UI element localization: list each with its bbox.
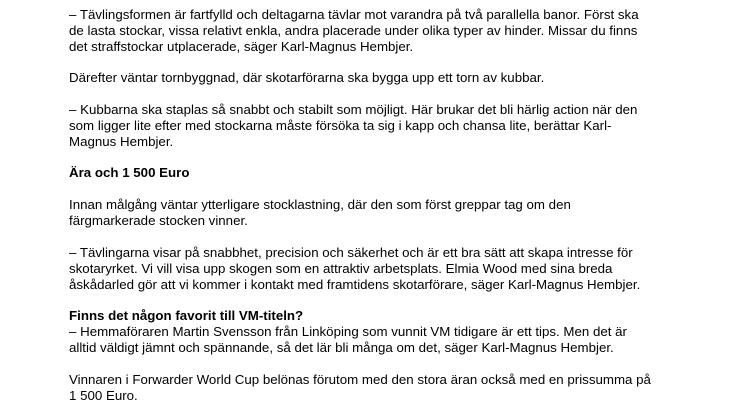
paragraph-line: det straffstockar utplacerade, säger Karl-Magnus Hembjer. [69, 39, 414, 54]
paragraph-line: – Kubbarna ska staplas så snabbt och stabilt som möjligt. Här brukar det bli härlig action när den [69, 102, 638, 117]
paragraph-line: Innan målgång väntar ytterligare stocklastning, där den som först greppar tag om den [69, 197, 571, 212]
paragraph-line: 1 500 Euro. [69, 388, 138, 403]
section-heading: Ära och 1 500 Euro [69, 165, 190, 180]
paragraph-line: som ligger lite efter med stockarna måste försöka ta sig i kapp och chansa lite, berättar Karl- [69, 118, 612, 133]
paragraph-line: Därefter väntar tornbyggnad, där skotarförarna ska bygga upp ett torn av kubbar. [69, 70, 545, 85]
paragraph-line: – Hemmaföraren Martin Svensson från Linköping som vunnit VM tidigare är ett tips. Men det är [69, 324, 627, 339]
paragraph-line: – Tävlingarna visar på snabbhet, precision och säkerhet och är ett bra sätt att skapa intresse för [69, 245, 633, 260]
paragraph-line: – Tävlingsformen är fartfylld och deltagarna tävlar mot varandra på två parallella banor. Först ska [69, 7, 639, 22]
section-heading: Finns det någon favorit till VM-titeln? [69, 308, 304, 323]
paragraph-line: alltid väldigt jämnt och spännande, så det lär bli många om det, säger Karl-Magnus Hembjer. [69, 340, 614, 355]
paragraph-line: Vinnaren i Forwarder World Cup belönas förutom med den stora äran också med en prissumma på [69, 372, 651, 387]
paragraph-line: färgmarkerade stocken vinner. [69, 213, 248, 228]
paragraph-line: åskådarled gör att vi kommer i kontakt med framtidens skotarförare, säger Karl-Magnus Hembjer. [69, 277, 641, 292]
paragraph-line: skotaryrket. Vi vill visa upp skogen som en attraktiv arbetsplats. Elmia Wood med sina breda [69, 261, 613, 276]
paragraph-line: Magnus Hembjer. [69, 134, 174, 149]
paragraph-line: de lasta stockar, vissa relativt enkla, andra placerade under olika typer av hinder. Missar du finns [69, 23, 638, 38]
